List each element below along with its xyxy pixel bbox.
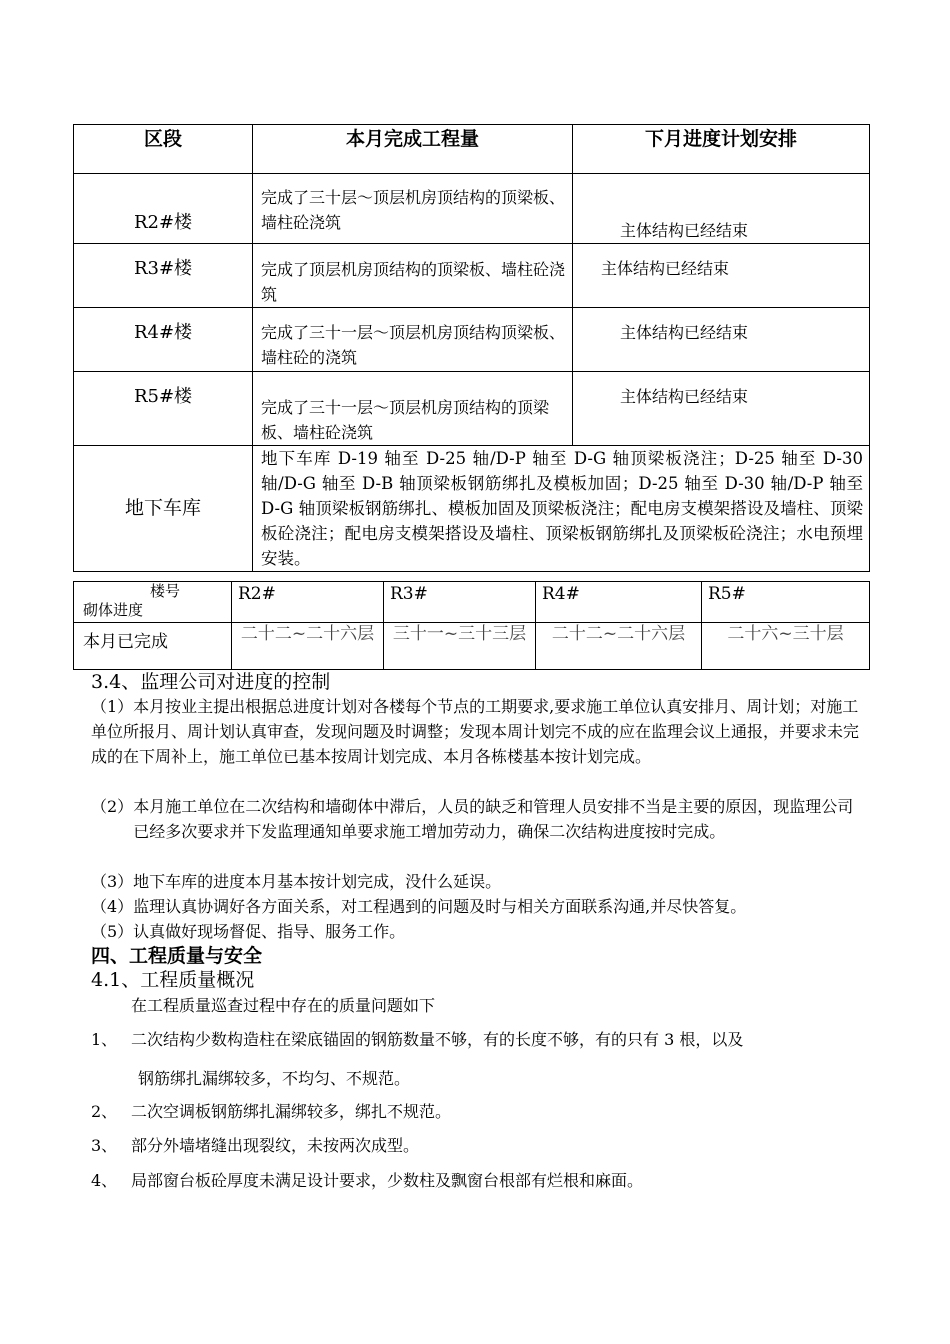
plan-text: 主体结构已经结束 xyxy=(620,323,749,342)
paragraph-2-text: 本月施工单位在二次结构和墙砌体中滞后，人员的缺乏和管理人员安排不当是主要的原因，现监理公司已经多次要求并下发监理通知单要求施工增加劳动力，确保二次结构进度按时完成。 xyxy=(133,797,854,841)
progress-value: 二十二~二十六层 xyxy=(551,624,686,644)
zone-label: R3#楼 xyxy=(133,258,193,279)
paragraph-4: （4）监理认真协调好各方面关系，对工程遇到的问题及时与相关方面联系沟通,并尽快答复。 xyxy=(91,897,747,916)
item-text-continued: 钢筋绑扎漏绑较多，不均匀、不规范。 xyxy=(138,1069,411,1088)
zone-label: R5#楼 xyxy=(133,386,193,407)
item-text: 部分外墙堵缝出现裂纹，未按两次成型。 xyxy=(131,1136,420,1155)
plan-text: 主体结构已经结束 xyxy=(620,387,749,406)
done-text: 地下车库 D-19 轴至 D-25 轴/D-P 轴至 D-G 轴顶梁板浇注；D-25 轴至 D-30 轴/D-G 轴至 D-B 轴顶梁板钢筋绑扎及模板加固；D-25 轴至 D-30 轴/D-P 轴至 D-G 轴顶梁板钢筋绑扎、模板加固及顶梁板浇注；配电房支模架搭设及墙柱、顶梁板砼浇注；配电房支模架搭设及墙柱、顶梁板钢筋绑扎及顶梁板砼浇注；水电预埋安装。 xyxy=(261,449,863,568)
section-heading: 四、工程质量与安全 xyxy=(91,945,263,967)
progress-value: 三十一~三十三层 xyxy=(392,624,527,644)
item-number: 3、 xyxy=(91,1136,118,1155)
corner-cell xyxy=(74,582,232,623)
paragraph-2-number: （2） xyxy=(91,797,134,816)
zone-label: R4#楼 xyxy=(133,322,193,343)
zone-label: 地下车库 xyxy=(124,497,201,519)
paragraph-5: （5）认真做好现场督促、指导、服务工作。 xyxy=(91,922,406,941)
corner-bottom-label: 砌体进度 xyxy=(83,601,144,619)
table-row xyxy=(74,623,870,670)
item-number: 1、 xyxy=(91,1030,118,1049)
done-text: 完成了三十层～顶层机房顶结构的顶梁板、墙柱砼浇筑 xyxy=(261,188,566,232)
zone-label: R2#楼 xyxy=(133,212,193,233)
done-text: 完成了顶层机房顶结构的顶梁板、墙柱砼浇筑 xyxy=(261,260,566,304)
table-row xyxy=(74,308,870,372)
done-text: 完成了三十一层～顶层机房顶结构的顶梁板、墙柱砼浇筑 xyxy=(261,398,550,442)
item-text: 二次空调板钢筋绑扎漏绑较多，绑扎不规范。 xyxy=(131,1102,452,1121)
corner-top-label: 楼号 xyxy=(150,582,181,600)
table-row xyxy=(74,244,870,308)
building-header: R3# xyxy=(384,582,536,623)
progress-table xyxy=(73,124,870,572)
subsection-title: 4.1、工程质量概况 xyxy=(91,969,255,991)
table-row xyxy=(74,174,870,244)
building-header: R4# xyxy=(536,582,702,623)
building-header: R5# xyxy=(702,582,870,623)
item-text: 局部窗台板砼厚度未满足设计要求，少数柱及飘窗台根部有烂根和麻面。 xyxy=(131,1171,644,1190)
paragraph-1: （1）本月按业主提出根据总进度计划对各楼每个节点的工期要求,要求施工单位认真安排月、周计划；对施工单位所报月、周计划认真审查，发现问题及时调整；发现本周计划完不成的应在监理会议上通报，并要求未完成的在下周补上，施工单位已基本按周计划完成、本月各栋楼基本按计划完成。 xyxy=(91,697,860,766)
progress-value: 二十六~三十层 xyxy=(727,624,844,644)
table-row xyxy=(74,372,870,446)
masonry-progress-table xyxy=(73,581,870,670)
row-label: 本月已完成 xyxy=(74,623,232,670)
plan-text: 主体结构已经结束 xyxy=(620,221,749,240)
paragraph-2 xyxy=(91,794,867,869)
table-header-row xyxy=(74,125,870,174)
plan-text: 主体结构已经结束 xyxy=(601,259,730,278)
item-number: 2、 xyxy=(91,1102,118,1121)
section-title: 3.4、监理公司对进度的控制 xyxy=(91,671,331,693)
table-header-row xyxy=(74,582,870,623)
item-text: 二次结构少数构造柱在梁底锚固的钢筋数量不够，有的长度不够，有的只有 3 根，以及 xyxy=(131,1030,744,1049)
paragraph-3: （3）地下车库的进度本月基本按计划完成，没什么延误。 xyxy=(91,872,502,891)
header-done: 本月完成工程量 xyxy=(253,125,573,174)
item-number: 4、 xyxy=(91,1171,118,1190)
done-text: 完成了三十一层～顶层机房顶结构顶梁板、墙柱砼的浇筑 xyxy=(261,323,566,367)
table-row xyxy=(74,446,870,572)
header-zone: 区段 xyxy=(74,125,253,174)
progress-value: 二十二~二十六层 xyxy=(240,624,375,644)
intro-text: 在工程质量巡查过程中存在的质量问题如下 xyxy=(131,996,436,1015)
building-header: R2# xyxy=(232,582,384,623)
header-plan: 下月进度计划安排 xyxy=(573,125,870,174)
